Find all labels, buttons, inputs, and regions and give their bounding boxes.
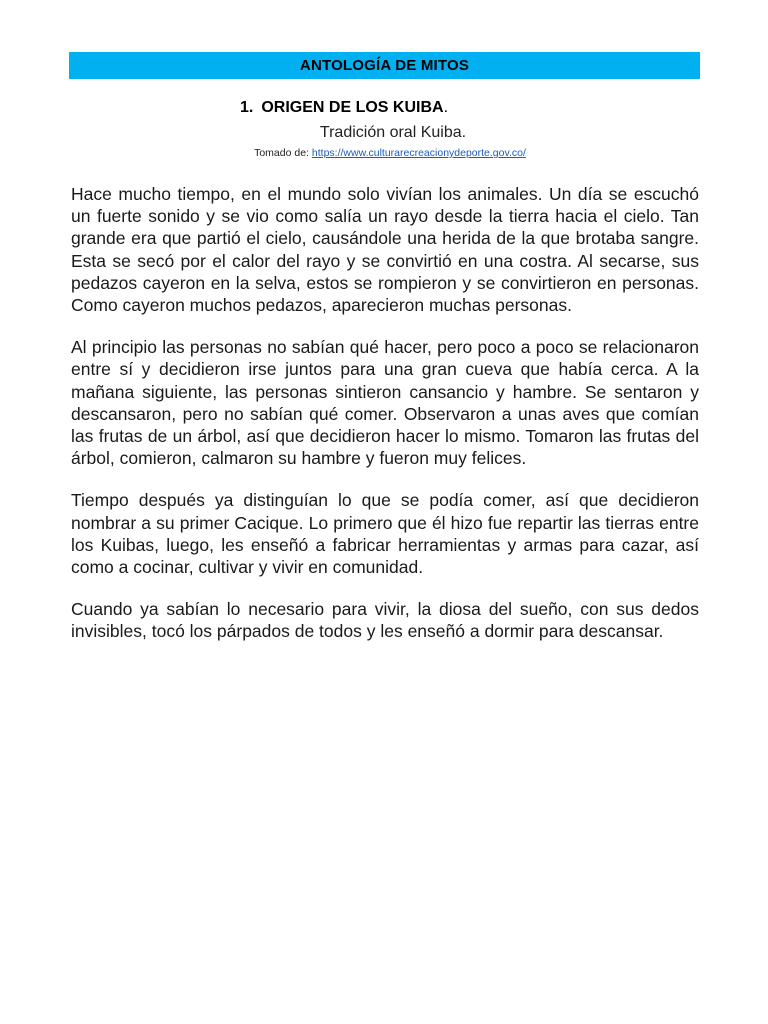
banner-title: ANTOLOGÍA DE MITOS: [299, 57, 470, 74]
section-heading: [240, 99, 448, 117]
paragraph: Tiempo después ya distinguían lo que se podía comer, así que decidieron nombrar a su primer Cacique. Lo primero que él hizo fue repartir las tierras entre los Kuibas, luego, les enseñó a fabricar herramientas y armas para cazar, así como a cocinar, cultivar y vivir en comunidad.: [71, 490, 699, 578]
story-body: [71, 183, 699, 663]
source-line: [0, 147, 768, 159]
paragraph: Cuando ya sabían lo necesario para vivir, la diosa del sueño, con sus dedos invisibles, tocó los párpados de todos y les enseñó a dormir para descansar.: [71, 599, 699, 642]
paragraph: Hace mucho tiempo, en el mundo solo vivían los animales. Un día se escuchó un fuerte sonido y se vio como salía un rayo desde la tierra hacia el cielo. Tan grande era que partió el cielo, causándole una herida de la que brotaba sangre. Esta se secó por el calor del rayo y se convirtió en una costra. Al secarse, sus pedazos cayeron en la selva, estos se rompieron y se convirtieron en personas. Como cayeron muchos pedazos, aparecieron muchas personas.: [71, 184, 699, 316]
section-number: 1.: [240, 99, 254, 116]
banner-title-bar: [69, 52, 700, 79]
paragraph: Al principio las personas no sabían qué hacer, pero poco a poco se relacionaron entre sí y decidieron irse juntos para una gran cueva que había cerca. A la mañana siguiente, las personas sintieron cansancio y hambre. Se sentaron y descansaron, pero no sabían qué comer. Observaron a unas aves que comían las frutas de un árbol, así que decidieron hacer lo mismo. Tomaron las frutas del árbol, comieron, calmaron su hambre y fueron muy felices.: [71, 337, 699, 469]
source-label: Tomado de:: [254, 147, 309, 159]
section-title: ORIGEN DE LOS KUIBA: [261, 99, 444, 116]
source-link[interactable]: https://www.culturarecreacionydeporte.gov.co/: [311, 147, 526, 159]
subtitle: Tradición oral Kuiba.: [319, 124, 467, 141]
section-title-period: .: [443, 99, 449, 116]
